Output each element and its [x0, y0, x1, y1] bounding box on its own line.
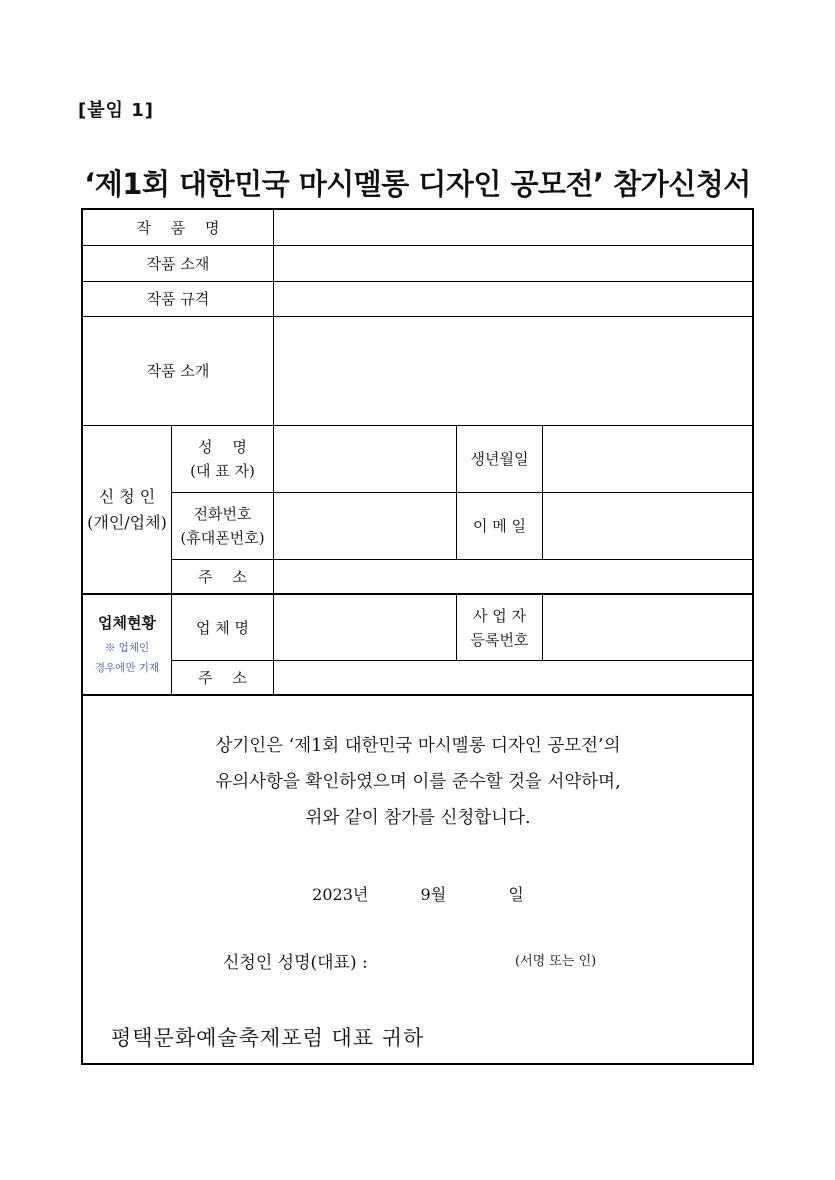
- business-number-line2: 등록번호: [470, 630, 529, 649]
- declaration-line2: 유의사항을 확인하였으며 이를 준수할 것을 서약하며,: [215, 772, 621, 792]
- company-section-label: [83, 595, 171, 694]
- work-intro-label: 작품 소개: [146, 362, 210, 380]
- company-address-label: 주 소: [198, 668, 247, 687]
- work-name-label: 작 품 명: [136, 218, 220, 237]
- company-name-label: 업 체 명: [195, 618, 249, 637]
- applicant-section-line2: (개인/업체): [87, 512, 167, 532]
- applicant-section-label: [83, 426, 171, 593]
- recipient: 평택문화예술축제포럼 대표 귀하: [111, 1026, 425, 1050]
- birth-date-field[interactable]: [543, 426, 752, 492]
- declaration-line1: 상기인은 ‘제1회 대한민국 마시멜롱 디자인 공모전’의: [215, 736, 621, 756]
- work-spec-label: 작품 규격: [146, 290, 210, 308]
- phone-field[interactable]: [274, 493, 456, 559]
- phone-line1: 전화번호: [193, 505, 252, 523]
- work-name-field[interactable]: [274, 210, 752, 245]
- company-address-field[interactable]: [274, 661, 752, 694]
- signer-label: 신청인 성명(대표) :: [223, 953, 368, 973]
- email-label: 이 메 일: [472, 517, 526, 535]
- business-number-field[interactable]: [543, 595, 752, 660]
- company-name-field[interactable]: [274, 595, 456, 660]
- birth-date-label: 생년월일: [470, 450, 529, 468]
- phone-label: [172, 493, 273, 559]
- work-spec-field[interactable]: [274, 282, 752, 316]
- applicant-name-field[interactable]: [274, 426, 456, 492]
- business-number-label: [457, 595, 542, 660]
- company-section-title: 업체현황: [98, 613, 156, 632]
- declaration-line3: 위와 같이 참가를 신청합니다.: [305, 808, 531, 828]
- phone-line2: (휴대폰번호): [180, 529, 265, 547]
- applicant-address-field[interactable]: [274, 560, 752, 593]
- applicant-name-line2: (대 표 자): [190, 462, 255, 480]
- application-date: [83, 882, 753, 905]
- applicant-section-line1: 신 청 인: [98, 486, 156, 506]
- applicant-address-label: 주 소: [198, 567, 247, 586]
- section-divider: [83, 694, 752, 696]
- attachment-label: [붙임 1]: [78, 100, 155, 121]
- date-day: 일: [508, 885, 524, 904]
- form-title: ‘제1회 대한민국 마시멜롱 디자인 공모전’ 참가신청서: [84, 167, 751, 201]
- work-material-label: 작품 소재: [146, 254, 210, 273]
- work-material-field[interactable]: [274, 246, 752, 281]
- applicant-name-line1: 성 명: [198, 438, 247, 456]
- company-note-line1: ※ 업체인: [104, 641, 150, 654]
- applicant-name-label: [172, 426, 273, 492]
- date-year: 2023년: [312, 885, 369, 904]
- sign-hint[interactable]: (서명 또는 인): [515, 954, 597, 969]
- email-field[interactable]: [543, 493, 752, 559]
- work-intro-field[interactable]: [274, 317, 752, 425]
- application-form: [81, 208, 754, 1065]
- business-number-line1: 사 업 자: [472, 606, 526, 625]
- company-note-line2: 경우에만 기재: [94, 661, 160, 674]
- date-month: 9월: [420, 885, 447, 904]
